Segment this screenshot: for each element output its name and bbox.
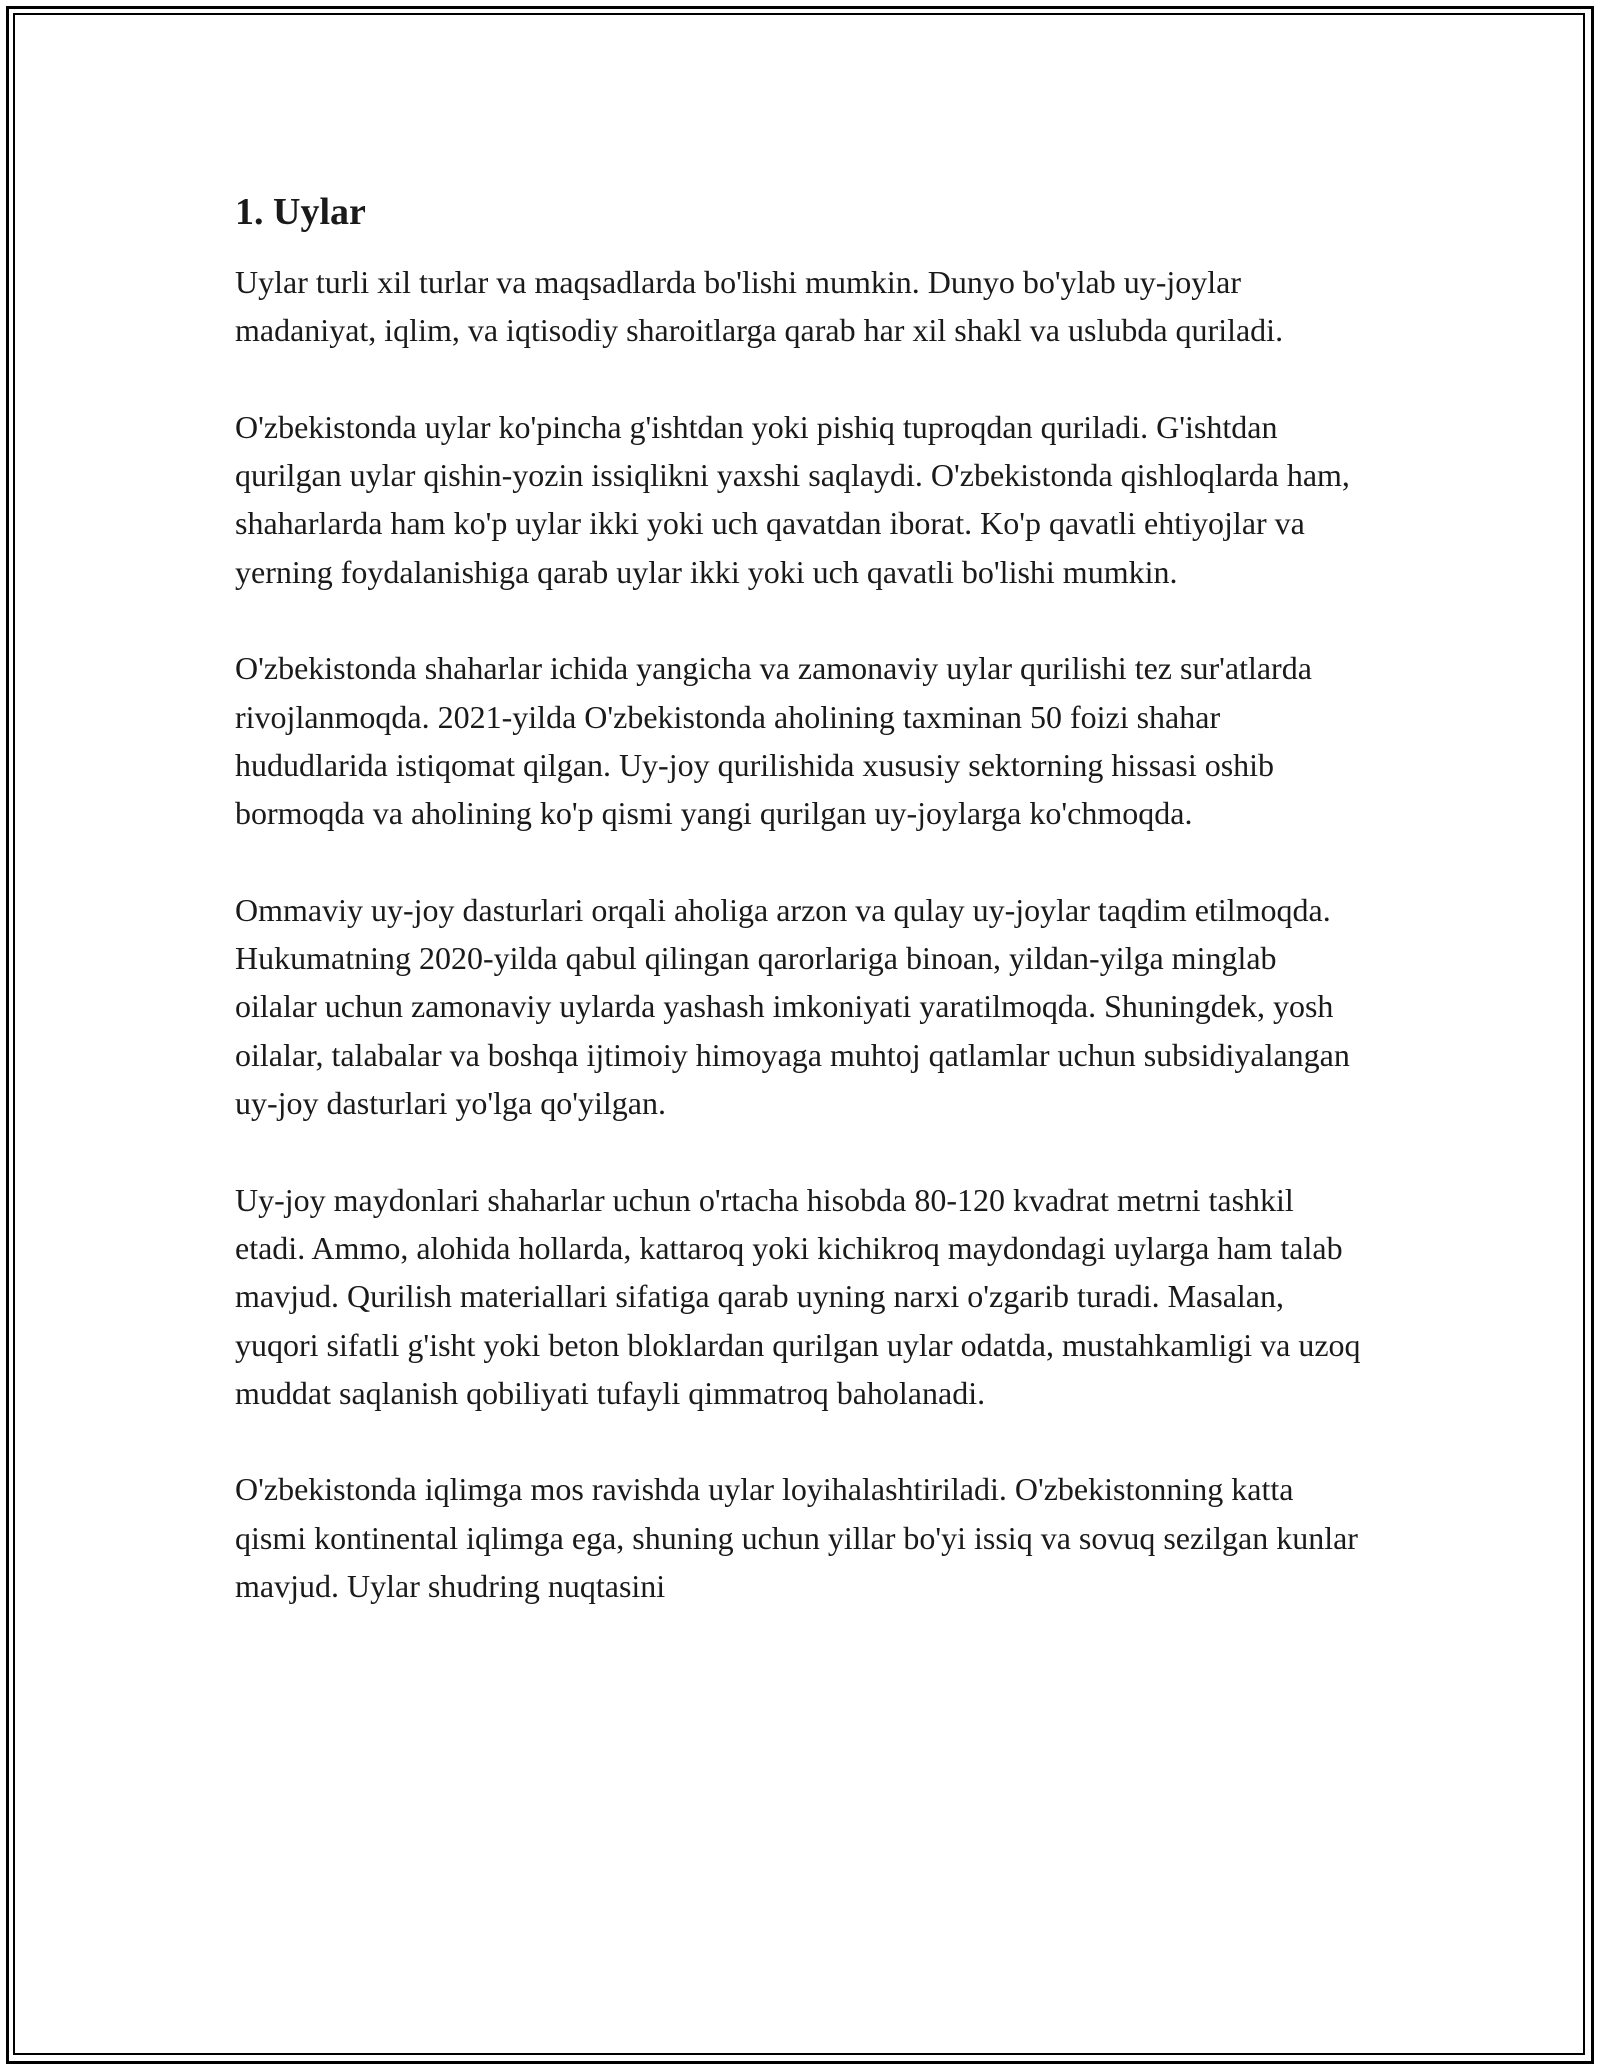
paragraph-4: Ommaviy uy-joy dasturlari orqali aholiga arzon va qulay uy-joylar taqdim etilmoqda. Hukumatning 2020-yilda qabul qilingan qarorlariga binoan, yildan-yilga minglab oilalar uchun zamonaviy uylarda yashash imkoniyati yaratilmoqda. Shuningdek, yosh oilalar, talabalar va boshqa ijtimoiy himoyaga muhtoj qatlamlar uchun subsidiyalangan uy-joy dasturlari yo'lga qo'yilgan. <box>235 891 1350 1122</box>
paragraph-5: Uy-joy maydonlari shaharlar uchun o'rtacha hisobda 80-120 kvadrat metrni tashkil etadi. Ammo, alohida hollarda, kattaroq yoki kichikroq maydondagi uylarga ham talab mavjud. Qurilish materiallari sifatiga qarab uyning narxi o'zgarib turadi. Masalan, yuqori sifatli g'isht yoki beton bloklardan qurilgan uylar odatda, mustahkamligi va uzoq muddat saqlanish qobiliyati tufayli qimmatroq baholanadi. <box>235 1181 1361 1411</box>
paragraph-3: O'zbekistonda shaharlar ichida yangicha va zamonaviy uylar qurilishi tez sur'atlarda rivojlanmoqda. 2021-yilda O'zbekistonda aholining taxminan 50 foizi shahar hududlarida istiqomat qilgan. Uy-joy qurilishida xususiy sektorning hissasi oshib bormoqda va aholining ko'p qismi yangi qurilgan uy-joylarga ko'chmoqda. <box>235 650 1312 832</box>
paragraph-2: O'zbekistonda uylar ko'pincha g'ishtdan yoki pishiq tuproqdan quriladi. G'ishtdan qurilgan uylar qishin-yozin issiqlikni yaxshi saqlaydi. O'zbekistonda qishloqlarda ham, shaharlarda ham ko'p uylar ikki yoki uch qavatdan iborat. Ko'p qavatli ehtiyojlar va yerning foydalanishiga qarab uylar ikki yoki uch qavatli bo'lishi mumkin. <box>235 408 1350 590</box>
section-heading: 1. Uylar <box>235 191 366 233</box>
paragraph-6: O'zbekistonda iqlimga mos ravishda uylar loyihalashtiriladi. O'zbekistonning katta qismi kontinental iqlimga ega, shuning uchun yillar bo'yi issiq va sovuq sezilgan kunlar mavjud. Uylar shudring nuqtasini <box>235 1471 1358 1605</box>
document-body <box>235 186 1365 1610</box>
paragraph-1: Uylar turli xil turlar va maqsadlarda bo'lishi mumkin. Dunyo bo'ylab uy-joylar madaniyat, iqlim, va iqtisodiy sharoitlarga qarab har xil shakl va uslubda quriladi. <box>235 264 1284 349</box>
